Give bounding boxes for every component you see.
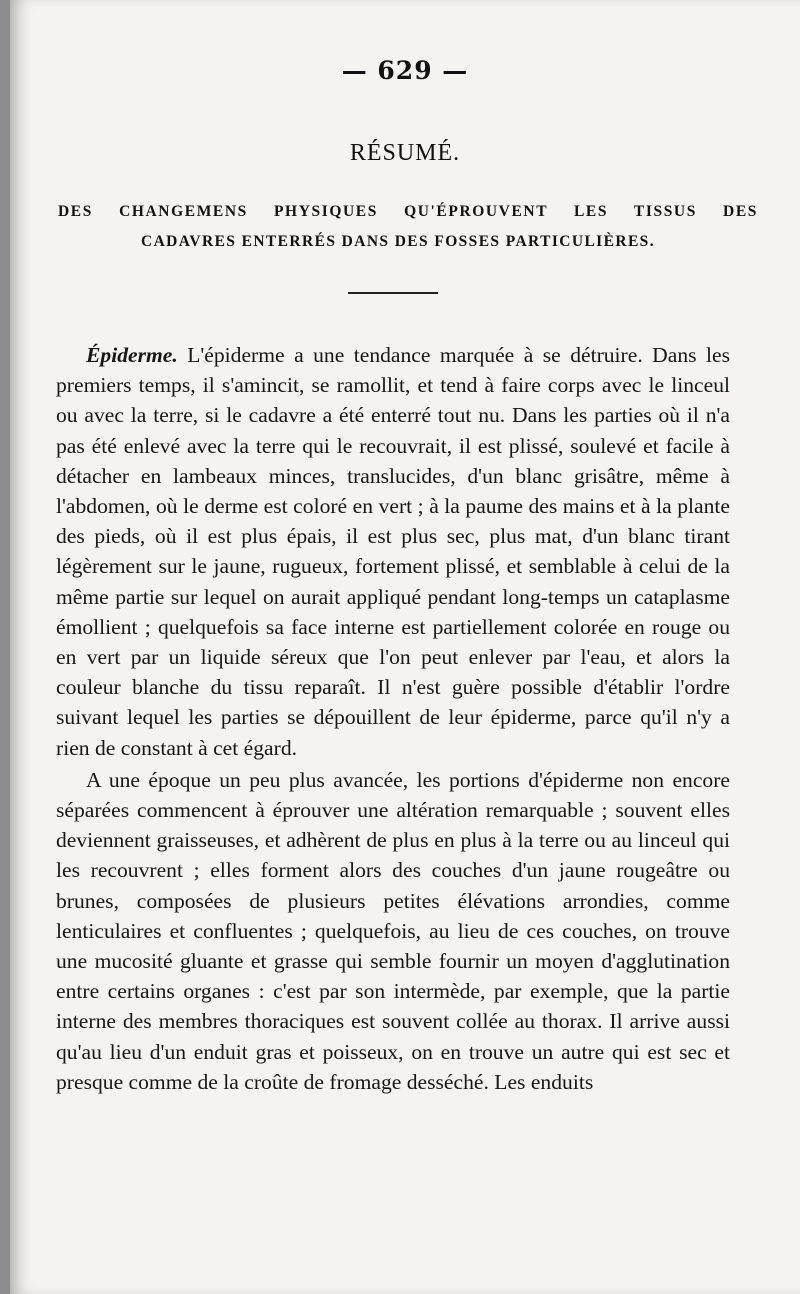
section-heading: RÉSUMÉ. (349, 140, 461, 166)
paragraph-continuation (56, 765, 730, 1097)
book-page (10, 0, 800, 1294)
paragraph-text: L'épiderme a une tendance marquée à se détruire. Dans les premiers temps, il s'amincit, se ramollit, et tend à faire corps avec le linceul ou avec la terre, si le cadavre a été enterré tout nu. Dans les parties où il n'a pas été enlevé avec la terre qui le recouvrait, il est plissé, soulevé et facile à détacher en lambeaux minces, translucides, d'un blanc grisâtre, même à l'abdomen, où le derme est coloré en vert ; à la paume des mains et à la plante des pieds, où il est plus épais, il est plus sec, plus mat, d'un blanc tirant légèrement sur le jaune, rugueux, fortement plissé, et semblable à celui de la même partie sur lequel on aurait appliqué pendant long-temps un cataplasme émollient ; quelquefois sa face interne est partiellement colorée en rouge ou en vert par un liquide séreux que l'on peut enlever par l'eau, et alors la couleur blanche du tissu reparaît. Il n'est guère possible d'établir l'ordre suivant lequel les parties se dépouillent de leur épiderme, parce qu'il n'y a rien de constant à cet égard. (56, 343, 730, 760)
body-text (56, 340, 730, 1097)
section-subheading-line-2: CADAVRES ENTERRÉS DANS DES FOSSES PARTICULIÈRES. (141, 233, 655, 250)
paragraph-lead-word: Épiderme. (86, 343, 178, 367)
section-subheading-line-1: DES CHANGEMENS PHYSIQUES QU'ÉPROUVENT LES TISSUS DES (58, 203, 758, 220)
paragraph-text: A une époque un peu plus avancée, les portions d'épiderme non encore séparées commencent à éprouver une altération remarquable ; souvent elles deviennent graisseuses, et adhèrent de plus en plus à la terre ou au linceul qui les recouvrent ; elles forment alors des couches d'un jaune rougeâtre ou brunes, composées de plusieurs petites élévations arrondies, comme lenticulaires et confluentes ; quelquefois, au lieu de ces couches, on trouve une mucosité gluante et grasse qui semble fournir un moyen d'agglutination entre certains organes : c'est par son intermède, par exemple, que la partie interne des membres thoraciques est souvent collée au thorax. Il arrive aussi qu'au lieu d'un enduit gras et poisseux, on en trouve un autre qui est sec et presque comme de la croûte de fromage desséché. Les enduits (56, 767, 730, 1094)
paragraph-epiderme (56, 340, 730, 763)
separator-rule (348, 292, 438, 294)
page-number: — 629 — (341, 56, 469, 85)
